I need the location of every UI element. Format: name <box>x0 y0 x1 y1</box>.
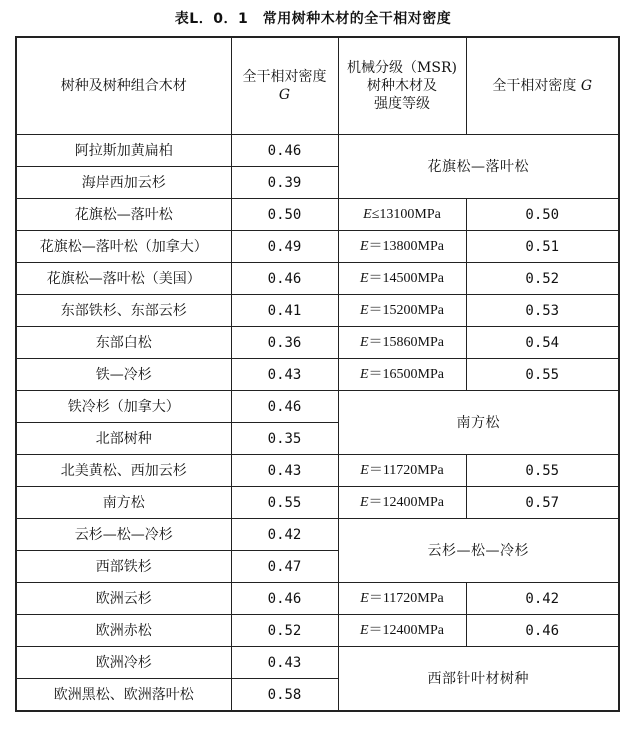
modulus-operator: ＝ <box>368 590 383 606</box>
density-cell: 0.39 <box>231 167 338 199</box>
table-row <box>16 231 619 263</box>
species-cell: 云杉—松—冷杉 <box>16 519 231 551</box>
species-cell: 南方松 <box>16 487 231 519</box>
table-row <box>16 615 619 647</box>
header-msr-density-symbol: G <box>580 78 593 94</box>
modulus-value: 13100MPa <box>379 206 441 222</box>
header-msr-density <box>466 37 619 135</box>
msr-density-cell: 0.46 <box>466 615 619 647</box>
modulus-value: 14500MPa <box>382 270 444 286</box>
modulus-operator: ≤ <box>371 206 380 222</box>
header-msr-line3: 强度等级 <box>374 96 430 112</box>
species-cell: 阿拉斯加黄扁柏 <box>16 135 231 167</box>
density-cell: 0.43 <box>231 455 338 487</box>
modulus-value: 12400MPa <box>382 622 444 638</box>
msr-grade-cell <box>338 455 466 487</box>
table-row <box>16 455 619 487</box>
modulus-symbol: E <box>359 270 369 286</box>
modulus-symbol: E <box>360 462 369 478</box>
density-cell: 0.49 <box>231 231 338 263</box>
msr-grade-cell <box>338 295 466 327</box>
modulus-operator: ＝ <box>368 622 383 638</box>
density-cell: 0.55 <box>231 487 338 519</box>
modulus-operator: ＝ <box>368 494 383 510</box>
density-cell: 0.46 <box>231 391 338 423</box>
density-cell: 0.46 <box>231 135 338 167</box>
species-cell: 西部铁杉 <box>16 551 231 583</box>
species-cell: 花旗松—落叶松（美国） <box>16 263 231 295</box>
species-cell: 东部白松 <box>16 327 231 359</box>
header-species: 树种及树种组合木材 <box>16 37 231 135</box>
density-cell: 0.42 <box>231 519 338 551</box>
msr-density-cell: 0.42 <box>466 583 619 615</box>
modulus-operator: ＝ <box>368 238 383 254</box>
msr-density-cell: 0.53 <box>466 295 619 327</box>
msr-grade-cell <box>338 487 466 519</box>
density-table <box>15 36 620 712</box>
species-cell: 欧洲冷杉 <box>16 647 231 679</box>
modulus-symbol: E <box>359 366 369 382</box>
msr-grade-cell <box>338 327 466 359</box>
species-cell: 铁冷杉（加拿大） <box>16 391 231 423</box>
density-cell: 0.41 <box>231 295 338 327</box>
density-cell: 0.35 <box>231 423 338 455</box>
modulus-symbol: E <box>363 206 372 222</box>
species-cell: 北部树种 <box>16 423 231 455</box>
density-cell: 0.47 <box>231 551 338 583</box>
msr-density-cell: 0.55 <box>466 455 619 487</box>
density-cell: 0.43 <box>231 359 338 391</box>
modulus-value: 12400MPa <box>382 494 444 510</box>
msr-group-cell: 南方松 <box>338 391 619 455</box>
modulus-value: 13800MPa <box>382 238 444 254</box>
header-msr <box>338 37 466 135</box>
table-row <box>16 135 619 167</box>
species-cell: 海岸西加云杉 <box>16 167 231 199</box>
species-cell: 铁—冷杉 <box>16 359 231 391</box>
modulus-operator: ＝ <box>368 366 383 382</box>
msr-group-cell: 云杉—松—冷杉 <box>338 519 619 583</box>
header-row <box>16 37 619 135</box>
density-cell: 0.50 <box>231 199 338 231</box>
species-cell: 欧洲赤松 <box>16 615 231 647</box>
msr-density-cell: 0.57 <box>466 487 619 519</box>
header-msr-line1: 机械分级（MSR) <box>347 60 457 76</box>
modulus-operator: ＝ <box>368 334 383 350</box>
modulus-operator: ＝ <box>368 302 383 318</box>
header-density-label: 全干相对密度 <box>242 69 327 85</box>
table-row <box>16 327 619 359</box>
msr-density-cell: 0.54 <box>466 327 619 359</box>
density-cell: 0.58 <box>231 679 338 712</box>
modulus-symbol: E <box>359 302 369 318</box>
modulus-symbol: E <box>360 590 369 606</box>
modulus-operator: ＝ <box>368 270 383 286</box>
density-cell: 0.46 <box>231 263 338 295</box>
msr-density-cell: 0.52 <box>466 263 619 295</box>
header-density-symbol: G <box>278 87 291 103</box>
table-row <box>16 263 619 295</box>
msr-density-cell: 0.55 <box>466 359 619 391</box>
modulus-value: 15200MPa <box>382 302 444 318</box>
modulus-value: 11720MPa <box>382 462 444 478</box>
msr-grade-cell <box>338 199 466 231</box>
table-row <box>16 647 619 679</box>
table-row <box>16 583 619 615</box>
msr-group-cell: 花旗松—落叶松 <box>338 135 619 199</box>
species-cell: 花旗松—落叶松（加拿大） <box>16 231 231 263</box>
msr-grade-cell <box>338 615 466 647</box>
modulus-operator: ＝ <box>368 462 383 478</box>
table-row <box>16 359 619 391</box>
header-msr-density-label: 全干相对密度 <box>492 78 577 94</box>
modulus-symbol: E <box>359 334 369 350</box>
modulus-symbol: E <box>359 238 369 254</box>
species-cell: 北美黄松、西加云杉 <box>16 455 231 487</box>
msr-density-cell: 0.51 <box>466 231 619 263</box>
species-cell: 花旗松—落叶松 <box>16 199 231 231</box>
header-msr-line2: 树种木材及 <box>367 78 437 94</box>
species-cell: 欧洲黑松、欧洲落叶松 <box>16 679 231 712</box>
modulus-value: 15860MPa <box>382 334 444 350</box>
msr-grade-cell <box>338 263 466 295</box>
species-cell: 欧洲云杉 <box>16 583 231 615</box>
modulus-symbol: E <box>359 622 369 638</box>
density-cell: 0.43 <box>231 647 338 679</box>
table-row <box>16 295 619 327</box>
density-cell: 0.52 <box>231 615 338 647</box>
table-row <box>16 391 619 423</box>
table-row <box>16 199 619 231</box>
density-cell: 0.46 <box>231 583 338 615</box>
table-row <box>16 519 619 551</box>
msr-grade-cell <box>338 583 466 615</box>
modulus-value: 11720MPa <box>382 590 444 606</box>
msr-grade-cell <box>338 231 466 263</box>
modulus-value: 16500MPa <box>382 366 444 382</box>
msr-density-cell: 0.50 <box>466 199 619 231</box>
header-density <box>231 37 338 135</box>
table-row <box>16 487 619 519</box>
msr-group-cell: 西部针叶材树种 <box>338 647 619 712</box>
modulus-symbol: E <box>359 494 369 510</box>
msr-grade-cell <box>338 359 466 391</box>
density-cell: 0.36 <box>231 327 338 359</box>
species-cell: 东部铁杉、东部云杉 <box>16 295 231 327</box>
table-title: 表L．0．1 常用树种木材的全干相对密度 <box>174 11 452 27</box>
